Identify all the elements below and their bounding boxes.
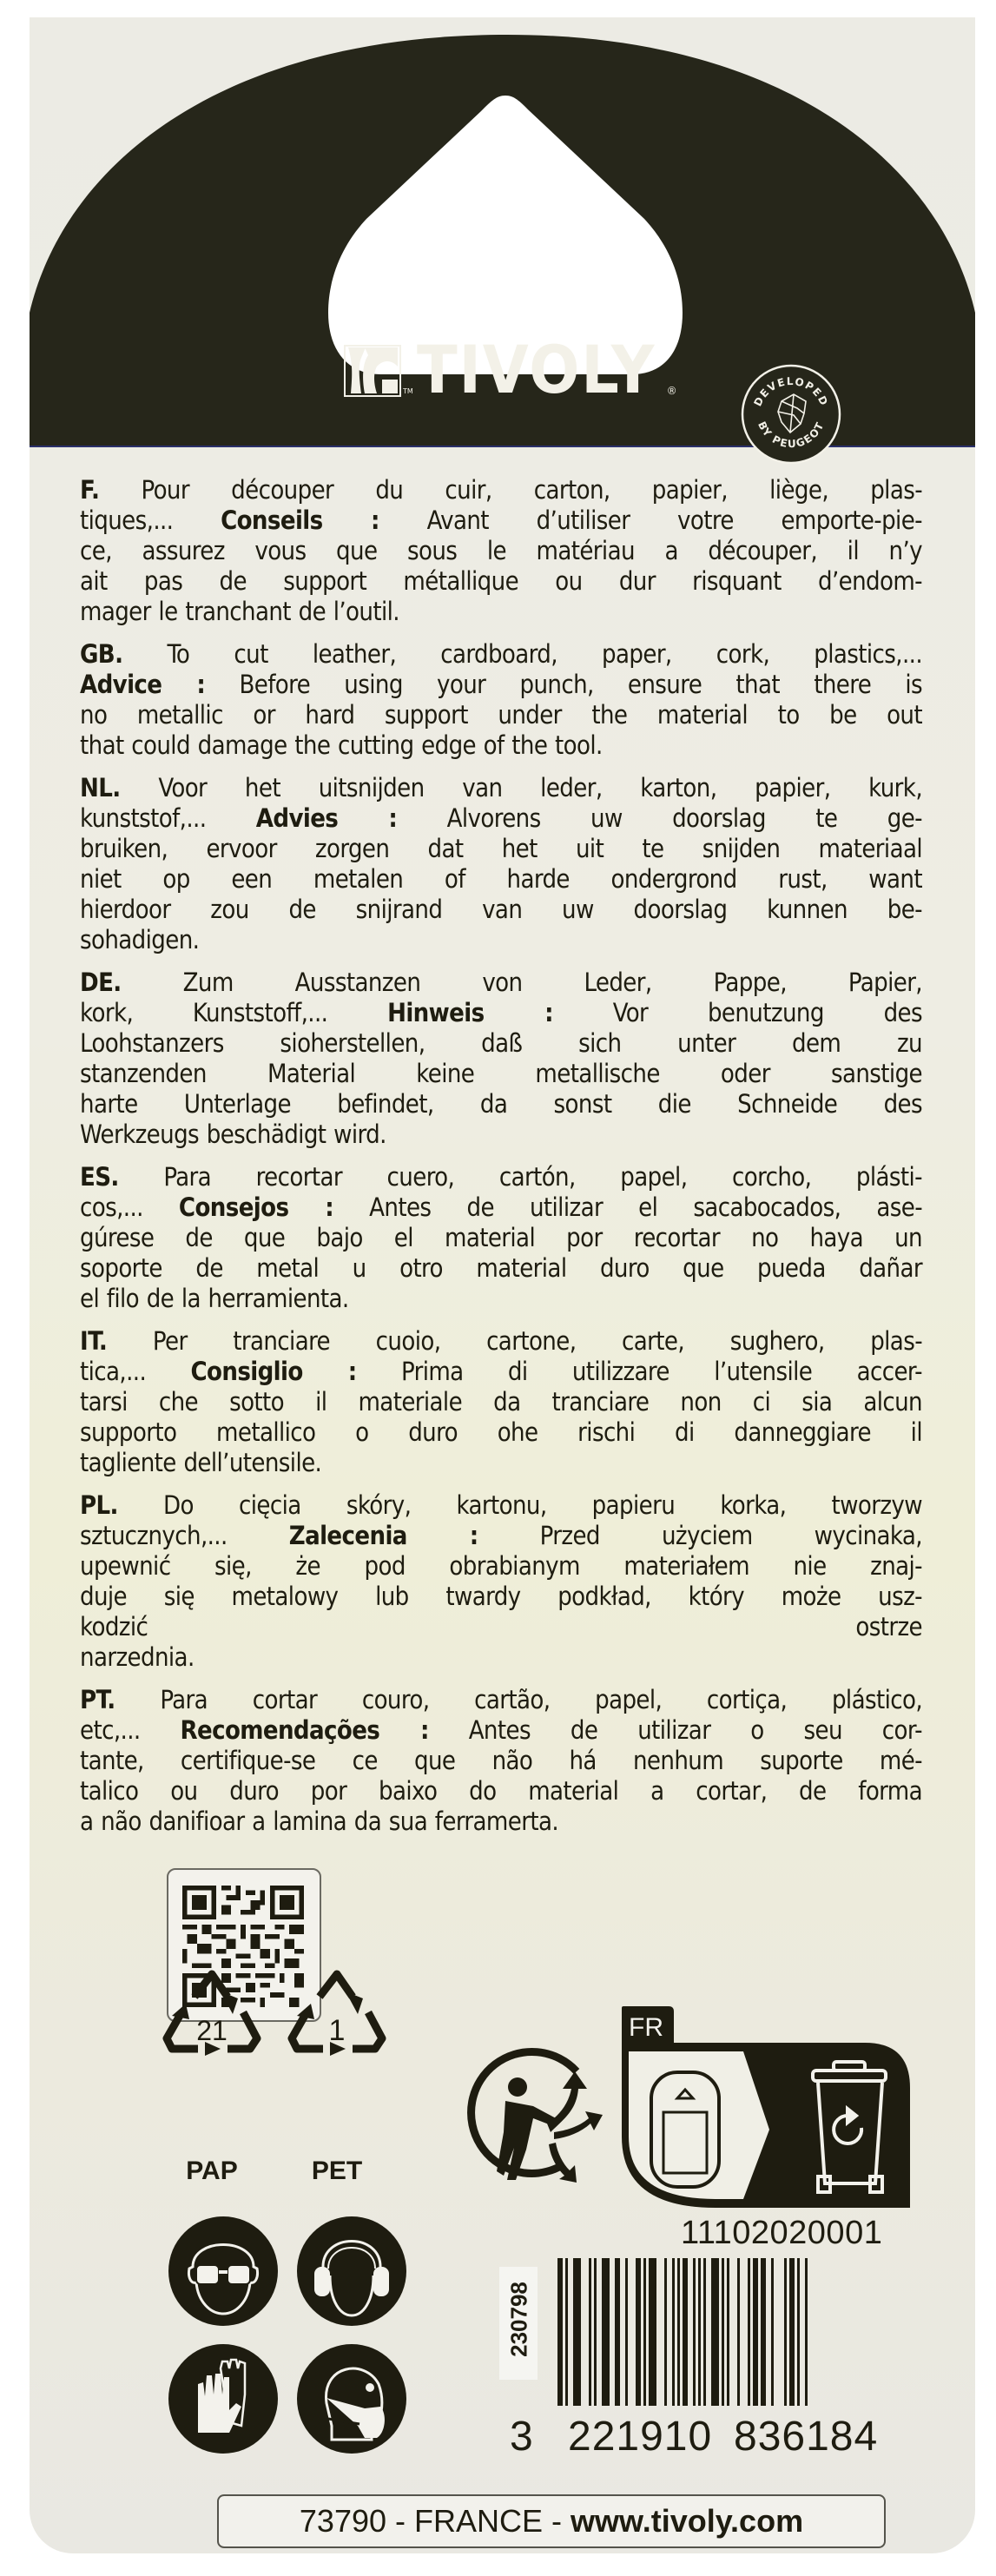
instruction-line bbox=[80, 475, 922, 505]
instruction-line bbox=[80, 803, 922, 834]
instruction-text: kunststof,... bbox=[80, 803, 256, 833]
instruction-line bbox=[80, 1028, 922, 1059]
svg-text:FR: FR bbox=[629, 2013, 663, 2042]
instruction-text: tante, certifique-se ce que não há nenhum suporte mé- bbox=[80, 1746, 922, 1775]
instruction-line bbox=[80, 1685, 922, 1715]
info-tri-sorting-icon bbox=[620, 2006, 915, 2215]
separator: - bbox=[395, 2503, 406, 2539]
advice-keyword: Zalecenia : bbox=[288, 1521, 478, 1550]
instruction-line bbox=[80, 566, 922, 597]
instruction-text: hierdoor zou de snijrand van uw doorslag kunnen be- bbox=[80, 895, 922, 924]
instruction-text: Antes de utilizar o seu cor- bbox=[428, 1715, 922, 1745]
triman-icon bbox=[464, 2037, 611, 2184]
instruction-paragraph bbox=[80, 475, 922, 627]
instruction-text: Pour découper du cuir, carton, papier, liège, plas- bbox=[141, 475, 923, 505]
instruction-text: talico ou duro por baixo do material a cortar, de forma bbox=[80, 1776, 922, 1806]
instruction-line bbox=[80, 1746, 922, 1776]
instruction-text: soporte de metal u otro material duro que pueda dañar bbox=[80, 1253, 922, 1283]
instruction-text: Voor het uitsnijden van leder, karton, papier, kurk, bbox=[158, 773, 922, 803]
instruction-text: sohadigen. bbox=[80, 925, 200, 954]
instruction-line bbox=[80, 1776, 922, 1807]
instruction-text: To cut leather, cardboard, paper, cork, plastics,... bbox=[167, 639, 922, 669]
instruction-line bbox=[80, 670, 922, 700]
advice-keyword: Conseils : bbox=[221, 505, 379, 535]
website-link[interactable]: www.tivoly.com bbox=[571, 2503, 804, 2539]
svg-text:DEVELOPED: DEVELOPED bbox=[751, 374, 831, 409]
lot-number-label bbox=[499, 2267, 538, 2380]
recycle-pap-label: PAP bbox=[186, 2157, 238, 2185]
advice-keyword: Consejos : bbox=[178, 1192, 334, 1222]
instruction-line bbox=[80, 895, 922, 925]
instruction-text: tica,... bbox=[80, 1357, 191, 1386]
instruction-text: harte Unterlage befindet, da sonst die Schneide des bbox=[80, 1089, 922, 1119]
language-code: F. bbox=[80, 475, 100, 505]
instruction-line bbox=[80, 1490, 922, 1521]
country: FRANCE bbox=[414, 2503, 544, 2539]
instruction-line bbox=[80, 1612, 922, 1642]
eye-protection-icon bbox=[167, 2215, 280, 2328]
instruction-text: no metallic or hard support under the material to be out bbox=[80, 700, 922, 730]
instruction-text: sztucznych,... bbox=[80, 1521, 289, 1550]
instruction-line bbox=[80, 1253, 922, 1284]
instruction-line bbox=[80, 597, 922, 627]
instruction-line bbox=[80, 1162, 922, 1192]
recycle-pap-icon bbox=[160, 1965, 264, 2078]
trademark-symbol: TM bbox=[403, 387, 413, 395]
ean-first-digit: 3 bbox=[510, 2414, 533, 2460]
instruction-line bbox=[80, 730, 922, 761]
instruction-text: tiques,... bbox=[80, 505, 221, 535]
instruction-line bbox=[80, 639, 922, 670]
gloves-icon bbox=[167, 2342, 280, 2455]
advice-keyword: Recomendações : bbox=[180, 1715, 429, 1745]
instruction-text: that could damage the cutting edge of the tool. bbox=[80, 730, 603, 760]
instruction-text: cos,... bbox=[80, 1192, 179, 1222]
instruction-line bbox=[80, 1582, 922, 1612]
instruction-text: Before using your punch, ensure that there is bbox=[205, 670, 923, 699]
instruction-line bbox=[80, 1326, 922, 1357]
instruction-text: a não danifioar a lamina da sua ferramerta. bbox=[80, 1807, 559, 1836]
instruction-text: narzednia. bbox=[80, 1642, 195, 1672]
instruction-text: Para recortar cuero, cartón, papel, corcho, plásti- bbox=[163, 1162, 922, 1192]
svg-text:BY PEUGEOT: BY PEUGEOT bbox=[755, 419, 827, 451]
packaging-card bbox=[30, 17, 975, 2553]
instruction-text: Vor benutzung des bbox=[552, 998, 922, 1027]
instruction-text: Zum Ausstanzen von Leder, Pappe, Papier, bbox=[182, 968, 922, 997]
instruction-text: mager le tranchant de l’outil. bbox=[80, 597, 399, 626]
language-code: PT. bbox=[80, 1685, 115, 1714]
instruction-text: bruiken, ervoor zorgen dat het uit te snijden materiaal bbox=[80, 834, 922, 863]
instruction-text: Alvorens uw doorslag te ge- bbox=[397, 803, 922, 833]
instruction-line bbox=[80, 536, 922, 566]
instruction-line bbox=[80, 1387, 922, 1417]
usage-instructions bbox=[80, 475, 922, 1849]
separator: - bbox=[551, 2503, 563, 2539]
instruction-paragraph bbox=[80, 968, 922, 1150]
instruction-text: Antes de utilizar el sacabocados, ase- bbox=[333, 1192, 923, 1222]
instruction-line bbox=[80, 1807, 922, 1837]
advice-keyword: Advice : bbox=[80, 670, 206, 699]
language-code: ES. bbox=[80, 1162, 119, 1192]
instruction-line bbox=[80, 1417, 922, 1448]
instruction-line bbox=[80, 1521, 922, 1551]
mask-icon bbox=[295, 2342, 408, 2455]
language-code: NL. bbox=[80, 773, 121, 803]
instruction-paragraph bbox=[80, 1326, 922, 1478]
tivoly-mark-icon bbox=[344, 345, 401, 397]
instruction-line bbox=[80, 998, 922, 1028]
postal-code: 73790 bbox=[299, 2503, 387, 2539]
advice-keyword: Advies : bbox=[255, 803, 398, 833]
ean-left-group: 221910 bbox=[568, 2414, 713, 2460]
instruction-text: Loohstanzers sioherstellen, daß sich unter dem zu bbox=[80, 1028, 922, 1058]
brand-name: TIVOLY bbox=[416, 331, 656, 408]
svg-text:1: 1 bbox=[328, 2014, 346, 2047]
instruction-text: Avant d’utiliser votre emporte-pie- bbox=[379, 505, 922, 535]
ean-right-group: 836184 bbox=[734, 2414, 879, 2460]
instruction-line bbox=[80, 773, 922, 803]
instruction-line bbox=[80, 1192, 922, 1223]
instruction-text: tarsi che sotto il materiale da tranciare non ci sia alcun bbox=[80, 1387, 922, 1417]
svg-text:21: 21 bbox=[196, 2015, 228, 2046]
instruction-text: Para cortar couro, cartão, papel, cortiça, plástico, bbox=[160, 1685, 923, 1714]
instruction-text: etc,... bbox=[80, 1715, 181, 1745]
instruction-line bbox=[80, 1284, 922, 1314]
product-reference: 11102020001 bbox=[681, 2215, 883, 2251]
instruction-line bbox=[80, 968, 922, 998]
instruction-text: Do cięcia skóry, kartonu, papieru korka, tworzyw bbox=[163, 1490, 923, 1520]
ear-protection-icon bbox=[295, 2215, 408, 2328]
instruction-text: upewnić się, że pod obrabianym materiałem nie znaj- bbox=[80, 1551, 922, 1581]
instruction-line bbox=[80, 1448, 922, 1478]
developed-by-peugeot-badge bbox=[740, 363, 842, 466]
instruction-line bbox=[80, 925, 922, 955]
instruction-text: el filo de la herramienta. bbox=[80, 1284, 349, 1313]
tivoly-logo bbox=[344, 331, 677, 408]
instruction-line bbox=[80, 1059, 922, 1089]
instruction-line bbox=[80, 1715, 922, 1746]
instruction-text: ait pas de support métallique ou dur risquant d’endom- bbox=[80, 566, 922, 596]
language-code: IT. bbox=[80, 1326, 108, 1356]
registered-symbol: ® bbox=[666, 385, 677, 397]
language-code: GB. bbox=[80, 639, 123, 669]
instruction-text: kodzić ostrze bbox=[80, 1612, 922, 1641]
instruction-paragraph bbox=[80, 1162, 922, 1314]
instruction-text: tagliente dell’utensile. bbox=[80, 1448, 322, 1477]
instruction-text: Prima di utilizzare l’utensile accer- bbox=[356, 1357, 922, 1386]
recycle-pet-label: PET bbox=[311, 2157, 363, 2185]
instruction-text: Przed użyciem wycinaka, bbox=[478, 1521, 922, 1550]
lot-number: 230798 bbox=[505, 2282, 532, 2357]
instruction-line bbox=[80, 834, 922, 864]
instruction-text: duje się metalowy lub twardy podkład, który może usz- bbox=[80, 1582, 922, 1611]
instruction-line bbox=[80, 1551, 922, 1582]
instruction-line bbox=[80, 1223, 922, 1253]
instruction-text: supporto metallico o duro ohe rischi di danneggiare il bbox=[80, 1417, 922, 1447]
instruction-paragraph bbox=[80, 1685, 922, 1837]
instruction-text: ce, assurez vous que sous le matériau a découper, il n’y bbox=[80, 536, 922, 565]
recycle-pet-icon bbox=[285, 1965, 389, 2078]
instruction-text: Per tranciare cuoio, cartone, carte, sughero, plas- bbox=[152, 1326, 923, 1356]
instruction-line bbox=[80, 505, 922, 536]
instruction-line bbox=[80, 1120, 922, 1150]
advice-keyword: Hinweis : bbox=[387, 998, 553, 1027]
instruction-line bbox=[80, 1357, 922, 1387]
ean-barcode[interactable] bbox=[557, 2258, 919, 2406]
instruction-text: niet op een metalen of harde ondergrond rust, want bbox=[80, 864, 922, 894]
advice-keyword: Consiglio : bbox=[190, 1357, 357, 1386]
instruction-paragraph bbox=[80, 639, 922, 761]
instruction-text: stanzenden Material keine metallische oder sanstige bbox=[80, 1059, 922, 1088]
instruction-line bbox=[80, 1642, 922, 1673]
instruction-line bbox=[80, 700, 922, 730]
instruction-text: kork, Kunststoff,... bbox=[80, 998, 388, 1027]
instruction-line bbox=[80, 864, 922, 895]
instruction-text: gúrese de que bajo el material por recortar no haya un bbox=[80, 1223, 922, 1252]
instruction-text: Werkzeugs beschädigt wird. bbox=[80, 1120, 386, 1149]
language-code: DE. bbox=[80, 968, 122, 997]
manufacturer-address bbox=[217, 2494, 886, 2548]
language-code: PL. bbox=[80, 1490, 118, 1520]
instruction-line bbox=[80, 1089, 922, 1120]
instruction-paragraph bbox=[80, 1490, 922, 1673]
instruction-paragraph bbox=[80, 773, 922, 955]
